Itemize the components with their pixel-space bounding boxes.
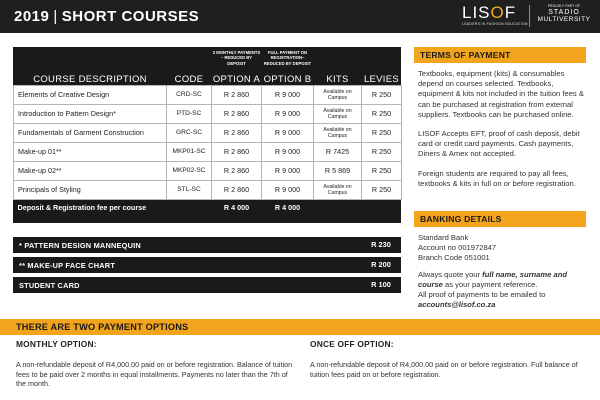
extra-item-label: ** MAKE-UP FACE CHART <box>19 261 116 270</box>
account-number: Account no 001972847 <box>418 243 497 252</box>
extra-item-student-card <box>13 277 401 293</box>
column-header-option-a: OPTION A <box>212 73 261 85</box>
kits-value: Available on Campus <box>314 180 362 199</box>
course-description: Principals of Styling <box>14 180 167 199</box>
course-code: GRC-SC <box>167 123 212 142</box>
table-row <box>14 123 402 142</box>
course-description: Elements of Creative Design <box>14 85 167 104</box>
extra-item-mannequin <box>13 237 401 253</box>
option-b-note: FULL PAYMENT ON REGISTRATION– REDUCED BY DEPOSIT <box>263 49 312 66</box>
option-b-price: R 9 000 <box>262 123 314 142</box>
logo-text-pre: LIS <box>462 3 491 22</box>
deposit-row <box>14 199 402 216</box>
course-description: Fundamentals of Garment Construction <box>14 123 167 142</box>
extra-item-label: * PATTERN DESIGN MANNEQUIN <box>19 241 141 250</box>
course-table <box>13 47 402 216</box>
once-off-option-title: ONCE OFF OPTION: <box>310 339 394 349</box>
extra-item-face-chart <box>13 257 401 273</box>
terms-paragraph: Foreign students are required to pay all fees, textbooks & kits in full on or before registration. <box>418 168 576 188</box>
deposit-label: Deposit & Registration fee per course <box>17 203 147 213</box>
terms-heading: TERMS OF PAYMENT <box>414 47 586 63</box>
option-b-price: R 9 000 <box>262 85 314 104</box>
levies-value: R 250 <box>362 123 402 142</box>
option-a-price: R 2 860 <box>212 104 262 123</box>
extra-item-price: R 200 <box>371 260 391 269</box>
proof-text: All proof of payments to be emailed to <box>418 290 546 299</box>
table-row <box>14 180 402 199</box>
stadio-logo <box>533 4 595 23</box>
extra-item-label: STUDENT CARD <box>19 281 80 290</box>
bank-name: Standard Bank <box>418 233 469 242</box>
course-description: Introduction to Pattern Design* <box>14 104 167 123</box>
payment-options-banner: THERE ARE TWO PAYMENT OPTIONS <box>0 319 600 335</box>
column-header-levies: LEVIES <box>363 73 400 85</box>
partner-line1: STADIO <box>548 9 580 16</box>
banking-heading: BANKING DETAILS <box>414 211 586 227</box>
course-code: MKP02-SC <box>167 161 212 180</box>
extra-item-price: R 230 <box>371 240 391 249</box>
reference-text: Always quote your <box>418 270 483 279</box>
course-description: Make-up 01** <box>14 142 167 161</box>
course-description: Make-up 02** <box>14 161 167 180</box>
levies-value: R 250 <box>362 180 402 199</box>
levies-value: R 250 <box>362 161 402 180</box>
option-a-price: R 2 860 <box>212 161 262 180</box>
logo-divider <box>529 5 530 27</box>
header-bar <box>0 0 600 33</box>
title-separator: | <box>53 8 58 25</box>
option-a-price: R 2 860 <box>212 142 262 161</box>
logo-text-o: O <box>490 3 505 22</box>
column-header-option-b: OPTION B <box>263 73 312 85</box>
kits-value: R 7425 <box>314 142 362 161</box>
table-row <box>14 104 402 123</box>
page-title <box>14 8 199 25</box>
option-a-price: R 2 860 <box>212 180 262 199</box>
terms-paragraph: Textbooks, equipment (kits) & consumables depend on courses selected. Textbooks, equipment & kits not included in the tuition fees & can be purchased at registration from external suppliers. Textbooks can be purchased online. <box>418 69 584 119</box>
column-header-description: COURSE DESCRIPTION <box>33 73 147 85</box>
option-a-note: 2 MONTHLY PAYMENTS – REDUCED BY DEPOSIT <box>212 49 261 66</box>
partner-line2: MULTIVERSITY <box>537 16 591 23</box>
option-b-price: R 9 000 <box>262 180 314 199</box>
logo-tagline: LEADERS IN FASHION EDUCATION <box>462 22 528 26</box>
banking-section <box>414 211 586 310</box>
monthly-option <box>16 339 296 389</box>
column-header-code: CODE <box>174 73 204 85</box>
title-text: SHORT COURSES <box>61 8 200 25</box>
kits-value: R 5 869 <box>314 161 362 180</box>
course-code: CRD-SC <box>167 85 212 104</box>
once-off-option <box>310 339 588 379</box>
terms-section <box>414 47 586 189</box>
monthly-option-title: MONTHLY OPTION: <box>16 339 97 349</box>
kits-value: Available on Campus <box>314 85 362 104</box>
deposit-option-b: R 4 000 <box>274 203 301 213</box>
terms-paragraph: LISOF Accepts EFT, proof of cash deposit, debit card or credit card payments. Cash payments, Diners & Amex not accepted. <box>418 129 580 159</box>
branch-code: Branch Code 051001 <box>418 253 490 262</box>
levies-value: R 250 <box>362 85 402 104</box>
extra-item-price: R 100 <box>371 280 391 289</box>
reference-text-end: as your payment reference. <box>442 280 538 289</box>
kits-value: Available on Campus <box>314 123 362 142</box>
option-b-price: R 9 000 <box>262 142 314 161</box>
accounts-email-link[interactable]: accounts@lisof.co.za <box>418 300 496 309</box>
option-b-price: R 9 000 <box>262 161 314 180</box>
table-row <box>14 85 402 104</box>
monthly-option-text: A non-refundable deposit of R4,000.00 paid on or before registration. Balance of tuition fees to be paid over 2 months in equal installments. Payments no later than the 7th of the month. <box>16 360 293 389</box>
year-label: 2019 <box>14 8 50 25</box>
levies-value: R 250 <box>362 142 402 161</box>
kits-value: Available on Campus <box>314 104 362 123</box>
partner-small-text: PROUDLY PART OF <box>547 4 581 8</box>
table-row <box>14 161 402 180</box>
course-code: PTD-SC <box>167 104 212 123</box>
option-a-price: R 2 860 <box>212 85 262 104</box>
once-off-option-text: A non-refundable deposit of R4,000.00 paid on or before registration. Full balance of tuition fees paid on or before registration. <box>310 360 578 379</box>
logo-text-post: F <box>504 3 517 22</box>
levies-value: R 250 <box>362 104 402 123</box>
option-a-price: R 2 860 <box>212 123 262 142</box>
course-code: STL-SC <box>167 180 212 199</box>
reference-emphasis: full name, surname and course <box>418 270 567 289</box>
column-header-kits: KITS <box>326 73 349 85</box>
table-row <box>14 142 402 161</box>
course-code: MKP01-SC <box>167 142 212 161</box>
deposit-option-a: R 4 000 <box>223 203 250 213</box>
option-b-price: R 9 000 <box>262 104 314 123</box>
